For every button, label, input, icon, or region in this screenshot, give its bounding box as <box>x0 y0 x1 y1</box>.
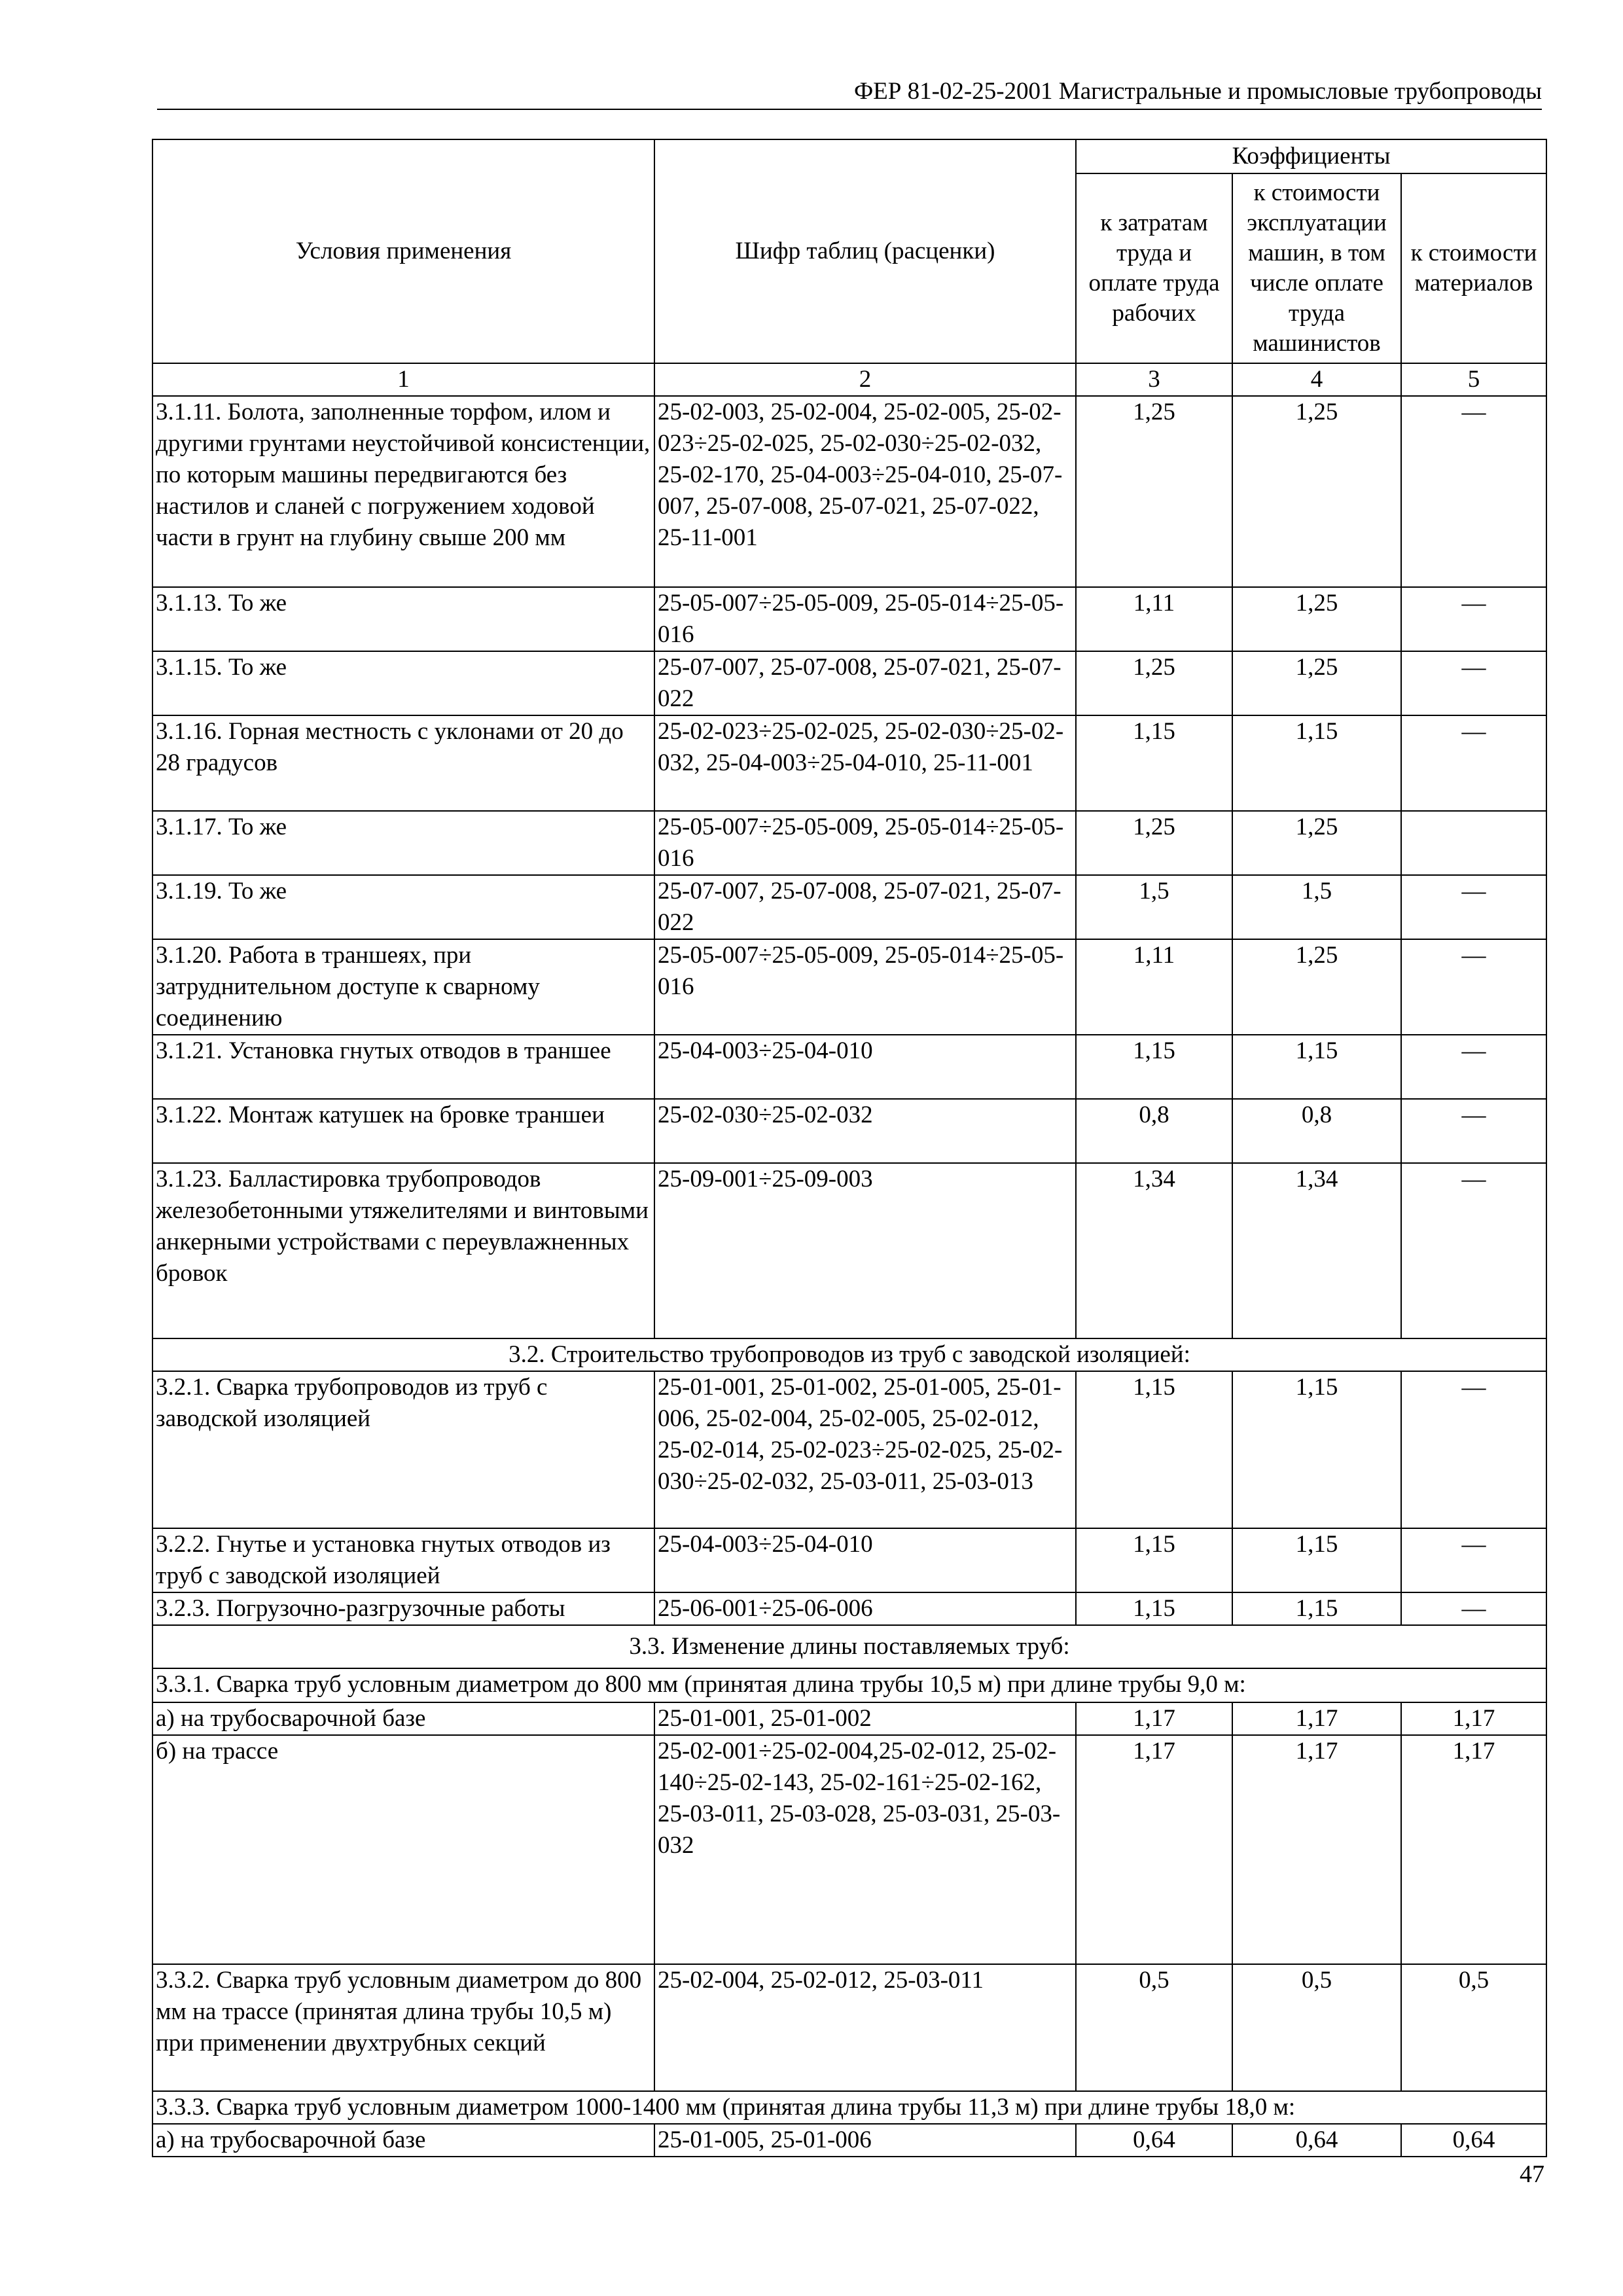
column-number: 1 <box>152 363 654 396</box>
condition-cell: 3.2.1. Сварка трубопроводов из труб с заводской изоляцией <box>152 1371 654 1528</box>
column-number: 2 <box>654 363 1076 396</box>
table-row <box>152 1528 1546 1592</box>
table-row <box>152 1035 1546 1099</box>
header-materials: к стоимости материалов <box>1401 173 1546 363</box>
code-cell: 25-01-001, 25-01-002 <box>654 1702 1076 1735</box>
material-coef: 0,64 <box>1401 2124 1546 2157</box>
coefficients-table <box>152 139 1547 2157</box>
machine-coef: 1,34 <box>1232 1163 1401 1338</box>
condition-cell: а) на трубосварочной базе <box>152 2124 654 2157</box>
condition-cell: б) на трассе <box>152 1735 654 1964</box>
machine-coef: 1,25 <box>1232 587 1401 651</box>
labor-coef: 1,11 <box>1076 587 1232 651</box>
material-coef: — <box>1401 1592 1546 1625</box>
code-cell: 25-05-007÷25-05-009, 25-05-014÷25-05-016 <box>654 587 1076 651</box>
code-cell: 25-09-001÷25-09-003 <box>654 1163 1076 1338</box>
machine-coef: 1,25 <box>1232 396 1401 587</box>
code-cell: 25-02-023÷25-02-025, 25-02-030÷25-02-032, 25-04-003÷25-04-010, 25-11-001 <box>654 715 1076 811</box>
section-heading: 3.3. Изменение длины поставляемых труб: <box>152 1625 1546 1668</box>
machine-coef: 1,15 <box>1232 1592 1401 1625</box>
column-number: 5 <box>1401 363 1546 396</box>
labor-coef: 1,11 <box>1076 939 1232 1035</box>
material-coef <box>1401 811 1546 875</box>
material-coef: — <box>1401 396 1546 587</box>
machine-coef: 1,25 <box>1232 811 1401 875</box>
labor-coef: 0,5 <box>1076 1964 1232 2091</box>
running-header: ФЕР 81-02-25-2001 Магистральные и промысловые трубопроводы <box>157 77 1542 110</box>
code-cell: 25-02-030÷25-02-032 <box>654 1099 1076 1163</box>
code-cell: 25-02-003, 25-02-004, 25-02-005, 25-02-023÷25-02-025, 25-02-030÷25-02-032, 25-02-170, 25-04-003÷25-04-010, 25-07-007, 25-07-008, 25-07-021, 25-07-022, 25-11-001 <box>654 396 1076 587</box>
material-coef: — <box>1401 715 1546 811</box>
table-row <box>152 939 1546 1035</box>
table-row <box>152 1702 1546 1735</box>
condition-cell: 3.2.2. Гнутье и установка гнутых отводов из труб с заводской изоляцией <box>152 1528 654 1592</box>
machine-coef: 0,5 <box>1232 1964 1401 2091</box>
code-cell: 25-05-007÷25-05-009, 25-05-014÷25-05-016 <box>654 939 1076 1035</box>
condition-cell: 3.3.2. Сварка труб условным диаметром до 800 мм на трассе (принятая длина трубы 10,5 м) при применении двухтрубных секций <box>152 1964 654 2091</box>
code-cell: 25-07-007, 25-07-008, 25-07-021, 25-07-022 <box>654 651 1076 715</box>
machine-coef: 0,64 <box>1232 2124 1401 2157</box>
code-cell: 25-04-003÷25-04-010 <box>654 1035 1076 1099</box>
subsection-heading: 3.3.1. Сварка труб условным диаметром до 800 мм (принятая длина трубы 10,5 м) при длине трубы 9,0 м: <box>152 1668 1546 1702</box>
table-row <box>152 651 1546 715</box>
labor-coef: 1,15 <box>1076 715 1232 811</box>
material-coef: — <box>1401 875 1546 939</box>
page-number: 47 <box>1520 2161 1544 2188</box>
column-number: 3 <box>1076 363 1232 396</box>
labor-coef: 1,34 <box>1076 1163 1232 1338</box>
labor-coef: 1,5 <box>1076 875 1232 939</box>
machine-coef: 1,25 <box>1232 939 1401 1035</box>
labor-coef: 1,15 <box>1076 1592 1232 1625</box>
table-row <box>152 1371 1546 1528</box>
condition-cell: 3.1.16. Горная местность с уклонами от 20 до 28 градусов <box>152 715 654 811</box>
subsection-heading: 3.3.3. Сварка труб условным диаметром 1000-1400 мм (принятая длина трубы 11,3 м) при длине трубы 18,0 м: <box>152 2091 1546 2124</box>
labor-coef: 1,25 <box>1076 396 1232 587</box>
machine-coef: 0,8 <box>1232 1099 1401 1163</box>
header-machines: к стоимости эксплуатации машин, в том числе оплате труда машинистов <box>1232 173 1401 363</box>
code-cell: 25-05-007÷25-05-009, 25-05-014÷25-05-016 <box>654 811 1076 875</box>
table-row <box>152 396 1546 587</box>
header-labor: к затратам труда и оплате труда рабочих <box>1076 173 1232 363</box>
table-row <box>152 1964 1546 2091</box>
condition-cell: 3.1.22. Монтаж катушек на бровке траншеи <box>152 1099 654 1163</box>
condition-cell: 3.1.20. Работа в траншеях, при затруднительном доступе к сварному соединению <box>152 939 654 1035</box>
code-cell: 25-02-001÷25-02-004,25-02-012, 25-02-140÷25-02-143, 25-02-161÷25-02-162, 25-03-011, 25-03-028, 25-03-031, 25-03-032 <box>654 1735 1076 1964</box>
material-coef: 1,17 <box>1401 1735 1546 1964</box>
material-coef: — <box>1401 1099 1546 1163</box>
labor-coef: 1,15 <box>1076 1528 1232 1592</box>
labor-coef: 1,15 <box>1076 1371 1232 1528</box>
table-row <box>152 811 1546 875</box>
header-conditions: Условия применения <box>152 139 654 363</box>
labor-coef: 0,8 <box>1076 1099 1232 1163</box>
section-heading: 3.2. Строительство трубопроводов из труб с заводской изоляцией: <box>152 1338 1546 1371</box>
table-row <box>152 1163 1546 1338</box>
table-row <box>152 875 1546 939</box>
condition-cell: 3.1.23. Балластировка трубопроводов железобетонными утяжелителями и винтовыми анкерными устройствами с переувлажненных бровок <box>152 1163 654 1338</box>
code-cell: 25-07-007, 25-07-008, 25-07-021, 25-07-022 <box>654 875 1076 939</box>
material-coef: — <box>1401 1528 1546 1592</box>
material-coef: — <box>1401 1163 1546 1338</box>
condition-cell: 3.1.11. Болота, заполненные торфом, илом и другими грунтами неустойчивой консистенции, по которым машины передвигаются без настилов и сланей с погружением ходовой части в грунт на глубину свыше 200 мм <box>152 396 654 587</box>
condition-cell: 3.1.21. Установка гнутых отводов в траншее <box>152 1035 654 1099</box>
code-cell: 25-01-005, 25-01-006 <box>654 2124 1076 2157</box>
machine-coef: 1,15 <box>1232 1371 1401 1528</box>
condition-cell: 3.2.3. Погрузочно-разгрузочные работы <box>152 1592 654 1625</box>
code-cell: 25-06-001÷25-06-006 <box>654 1592 1076 1625</box>
machine-coef: 1,17 <box>1232 1735 1401 1964</box>
material-coef: — <box>1401 587 1546 651</box>
table-row <box>152 715 1546 811</box>
material-coef: — <box>1401 1371 1546 1528</box>
code-cell: 25-02-004, 25-02-012, 25-03-011 <box>654 1964 1076 2091</box>
condition-cell: 3.1.13. То же <box>152 587 654 651</box>
table-row <box>152 1099 1546 1163</box>
condition-cell: 3.1.15. То же <box>152 651 654 715</box>
table-row <box>152 587 1546 651</box>
machine-coef: 1,15 <box>1232 1035 1401 1099</box>
machine-coef: 1,15 <box>1232 715 1401 811</box>
column-number: 4 <box>1232 363 1401 396</box>
material-coef: — <box>1401 651 1546 715</box>
material-coef: — <box>1401 1035 1546 1099</box>
condition-cell: 3.1.17. То же <box>152 811 654 875</box>
labor-coef: 1,15 <box>1076 1035 1232 1099</box>
labor-coef: 1,25 <box>1076 651 1232 715</box>
code-cell: 25-04-003÷25-04-010 <box>654 1528 1076 1592</box>
machine-coef: 1,5 <box>1232 875 1401 939</box>
material-coef: 0,5 <box>1401 1964 1546 2091</box>
machine-coef: 1,15 <box>1232 1528 1401 1592</box>
table-row <box>152 2124 1546 2157</box>
labor-coef: 1,17 <box>1076 1735 1232 1964</box>
material-coef: 1,17 <box>1401 1702 1546 1735</box>
labor-coef: 0,64 <box>1076 2124 1232 2157</box>
labor-coef: 1,17 <box>1076 1702 1232 1735</box>
header-coefficients: Коэффициенты <box>1076 139 1546 173</box>
code-cell: 25-01-001, 25-01-002, 25-01-005, 25-01-006, 25-02-004, 25-02-005, 25-02-012, 25-02-014, 25-02-023÷25-02-025, 25-02-030÷25-02-032, 25-03-011, 25-03-013 <box>654 1371 1076 1528</box>
table-row <box>152 1592 1546 1625</box>
header-code: Шифр таблиц (расценки) <box>654 139 1076 363</box>
material-coef: — <box>1401 939 1546 1035</box>
machine-coef: 1,25 <box>1232 651 1401 715</box>
table-row <box>152 1735 1546 1964</box>
machine-coef: 1,17 <box>1232 1702 1401 1735</box>
condition-cell: 3.1.19. То же <box>152 875 654 939</box>
labor-coef: 1,25 <box>1076 811 1232 875</box>
condition-cell: а) на трубосварочной базе <box>152 1702 654 1735</box>
